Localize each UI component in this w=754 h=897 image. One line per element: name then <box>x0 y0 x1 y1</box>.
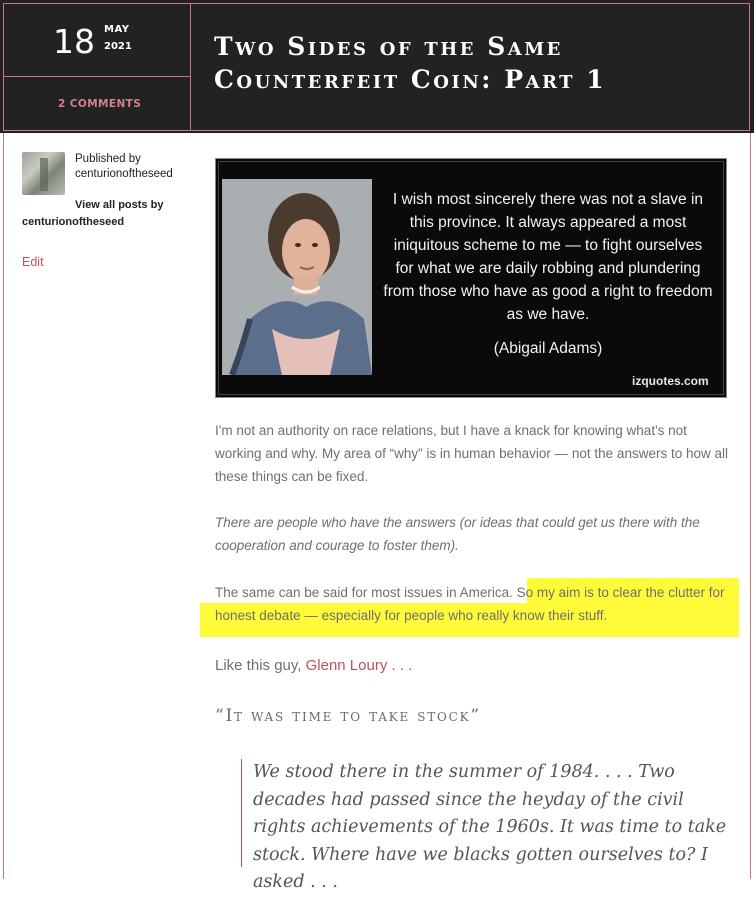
edit-link[interactable]: Edit <box>22 255 44 269</box>
comments-link[interactable]: 2 COMMENTS <box>58 98 142 110</box>
post-title: Two Sides of the Same Counterfeit Coin: Part 1 <box>214 32 607 94</box>
paragraph-4-prefix: Like this guy, <box>215 657 306 674</box>
content-border-left <box>3 133 4 879</box>
content-border-right <box>750 133 751 879</box>
paragraph-3-highlighted: So my aim is to clear the clutter for honest debate — especially for people who really know their stuff. <box>215 585 725 623</box>
portrait-image <box>222 179 372 375</box>
author-name-link[interactable]: centurionoftheseed <box>75 168 173 180</box>
published-by-label: Published by <box>75 153 141 165</box>
blockquote-text: We stood there in the summer of 1984. . . . Two decades had passed since the heyday of the civil rights achievements of the 1960s. It was time to take stock. Where have we blacks gotten ourselves to? I asked . . . <box>253 762 727 892</box>
quote-watermark: izquotes.com <box>632 374 709 388</box>
article-paragraph-3 <box>215 581 735 627</box>
post-month: MAY <box>104 24 130 35</box>
view-all-posts-author[interactable]: centurionoftheseed <box>22 216 125 228</box>
quote-attribution: (Abigail Adams) <box>493 340 603 357</box>
quote-text: I wish most sincerely there was not a slave in this province. It always appeared a most iniquitous scheme to me — to fight ourselves for what we are daily robbing and plundering from those who have as good a right to freedom as we have. <box>383 191 713 323</box>
article-paragraph-2: There are people who have the answers (or ideas that could get us there with the cooperation and courage to foster them). <box>215 515 700 553</box>
article-subheading: “It was time to take stock” <box>215 706 481 726</box>
paragraph-3-plain: The same can be said for most issues in America. <box>215 585 513 600</box>
paragraph-4-suffix: . . . <box>387 657 413 674</box>
author-avatar[interactable] <box>22 152 65 195</box>
portrait-illustration <box>222 179 372 375</box>
glenn-loury-link[interactable]: Glenn Loury <box>305 657 388 674</box>
article-paragraph-4 <box>215 655 412 677</box>
article-paragraph-1: I'm not an authority on race relations, but I have a knack for knowing what's not working and why. My area of “why” is in human behavior — not the answers to how all these things can be fixed. <box>215 423 728 484</box>
date-box <box>4 4 191 77</box>
post-day: 18 <box>53 22 95 61</box>
post-year: 2021 <box>104 41 132 52</box>
view-all-posts-link[interactable]: View all posts by <box>75 199 164 211</box>
